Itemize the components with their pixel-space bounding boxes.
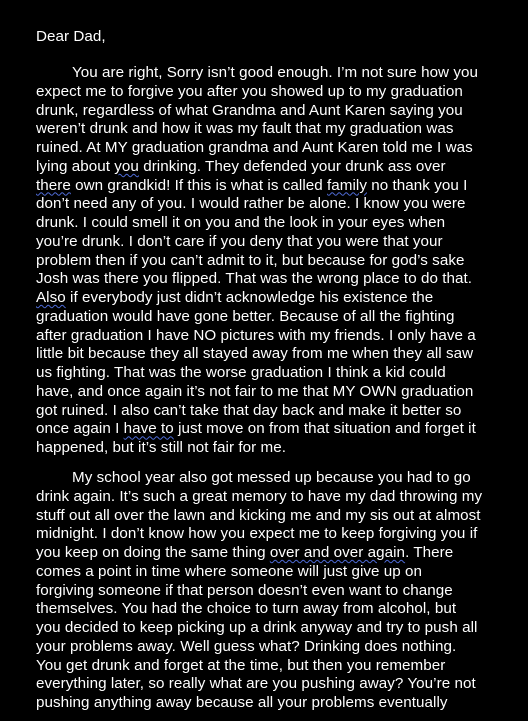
- text-run: drunk, regardless of what Grandma and Aunt Karen saying you: [36, 101, 463, 119]
- text-line: [36, 488, 524, 507]
- text-line: [36, 120, 524, 139]
- text-run: own grandkid! If this is what is called: [70, 176, 328, 194]
- text-run: once again I: [36, 420, 124, 438]
- text-run: You are right, Sorry isn’t good enough. I’m not sure how you: [72, 64, 478, 81]
- text-run: ruined. At MY graduation grandma and Aunt Karen told me I was: [36, 139, 473, 156]
- text-run: themselves. You had the choice to turn away from alcohol, but: [36, 600, 457, 618]
- text-run: expect me to forgive you after you showed up to my graduation: [36, 82, 463, 100]
- text-line: [36, 675, 524, 694]
- text-line: [36, 139, 524, 158]
- text-line: [36, 195, 524, 214]
- text-line: [36, 233, 524, 252]
- text-line: [36, 657, 524, 676]
- text-run: after graduation I have NO pictures with my friends. I only have a: [36, 326, 476, 344]
- text-line: [36, 289, 524, 308]
- text-run: . There: [405, 544, 454, 561]
- text-run: drink again. It’s such a great memory to have my dad throwing my: [36, 487, 483, 505]
- text-line: [36, 270, 524, 289]
- text-line: [36, 83, 524, 102]
- text-line: [36, 214, 524, 233]
- spellcheck-flagged-word: Also: [36, 289, 66, 306]
- text-run: us fighting. That was the worse graduation I think a kid could: [36, 364, 446, 381]
- text-run: don’t need any of you. I would rather be alone. I know you were: [36, 195, 466, 213]
- text-line: [36, 619, 524, 638]
- text-run: stuff out all over the lawn and kicking me and my sis out at almost: [36, 506, 481, 524]
- text-run: your problems away. Well guess what? Drinking does nothing.: [36, 637, 457, 655]
- letter-paragraph-1: [36, 64, 524, 458]
- text-line: [36, 177, 524, 196]
- text-line: [36, 345, 524, 364]
- text-run: you keep on doing the same thing: [36, 544, 270, 561]
- text-line: [36, 563, 524, 582]
- text-line: [36, 158, 524, 177]
- text-line: [36, 308, 524, 327]
- spellcheck-flagged-word: family: [327, 176, 367, 194]
- letter-greeting: Dear Dad,: [36, 28, 106, 45]
- text-line: [36, 402, 524, 421]
- text-line: [36, 327, 524, 346]
- text-run: pushing anything away because all your problems eventually: [36, 694, 448, 711]
- text-run: no thank you I: [366, 176, 468, 194]
- text-line: [36, 544, 524, 563]
- spellcheck-flagged-word: have to: [123, 420, 174, 438]
- text-run: weren’t drunk and how it was my fault that my graduation was: [36, 120, 454, 138]
- text-run: graduation would have gone better. Because of all the fighting: [36, 307, 455, 325]
- text-line: [36, 469, 524, 488]
- text-line: [36, 638, 524, 657]
- text-line: [36, 507, 524, 526]
- text-run: little bit because they all stayed away from me when they all saw: [36, 345, 474, 363]
- text-line: [36, 439, 524, 458]
- text-run: got ruined. I also can’t take that day back and make it better so: [36, 401, 462, 419]
- text-line: [36, 64, 524, 83]
- text-run: Josh was there you flipped. That was the wrong place to do that.: [36, 270, 473, 288]
- text-run: midnight. I don’t know how you expect me to keep forgiving you if: [36, 525, 478, 543]
- text-run: lying about: [36, 157, 115, 175]
- text-run: happened, but it’s still not fair for me.: [36, 439, 286, 456]
- text-run: drinking. They defended your drunk ass over: [138, 157, 446, 175]
- text-line: [36, 102, 524, 121]
- text-run: You get drunk and forget at the time, but then you remember: [36, 656, 446, 674]
- text-line: [36, 364, 524, 383]
- text-run: My school year also got messed up because you had to go: [72, 469, 471, 486]
- spellcheck-flagged-word: you: [114, 157, 139, 175]
- text-run: comes a point in time where someone will just give up on: [36, 562, 423, 580]
- text-run: forgiving someone if that person doesn’t even want to change: [36, 581, 453, 599]
- text-run: you decided to keep picking up a drink anyway and try to push all: [36, 619, 478, 636]
- text-run: just move on from that situation and forget it: [173, 420, 476, 438]
- text-line: [36, 420, 524, 439]
- text-run: problem then if you can’t admit to it, but because for god’s sake: [36, 251, 465, 269]
- text-run: have, and once again it’s not fair to me that MY OWN graduation: [36, 382, 474, 400]
- text-line: [36, 600, 524, 619]
- text-line: [36, 383, 524, 402]
- text-run: if everybody just didn’t acknowledge his existence the: [65, 289, 434, 306]
- text-run: everything later, so really what are you pushing away? You’re not: [36, 675, 476, 693]
- text-line: [36, 582, 524, 601]
- spellcheck-flagged-word: over and over again: [269, 544, 406, 561]
- text-run: you’re drunk. I don’t care if you deny that you were that your: [36, 232, 443, 250]
- text-line: [36, 252, 524, 271]
- text-run: drunk. I could smell it on you and the look in your eyes when: [36, 214, 446, 231]
- text-line: [36, 525, 524, 544]
- spellcheck-flagged-word: there: [36, 176, 71, 194]
- letter-paragraph-2: [36, 469, 524, 713]
- text-line: [36, 694, 524, 713]
